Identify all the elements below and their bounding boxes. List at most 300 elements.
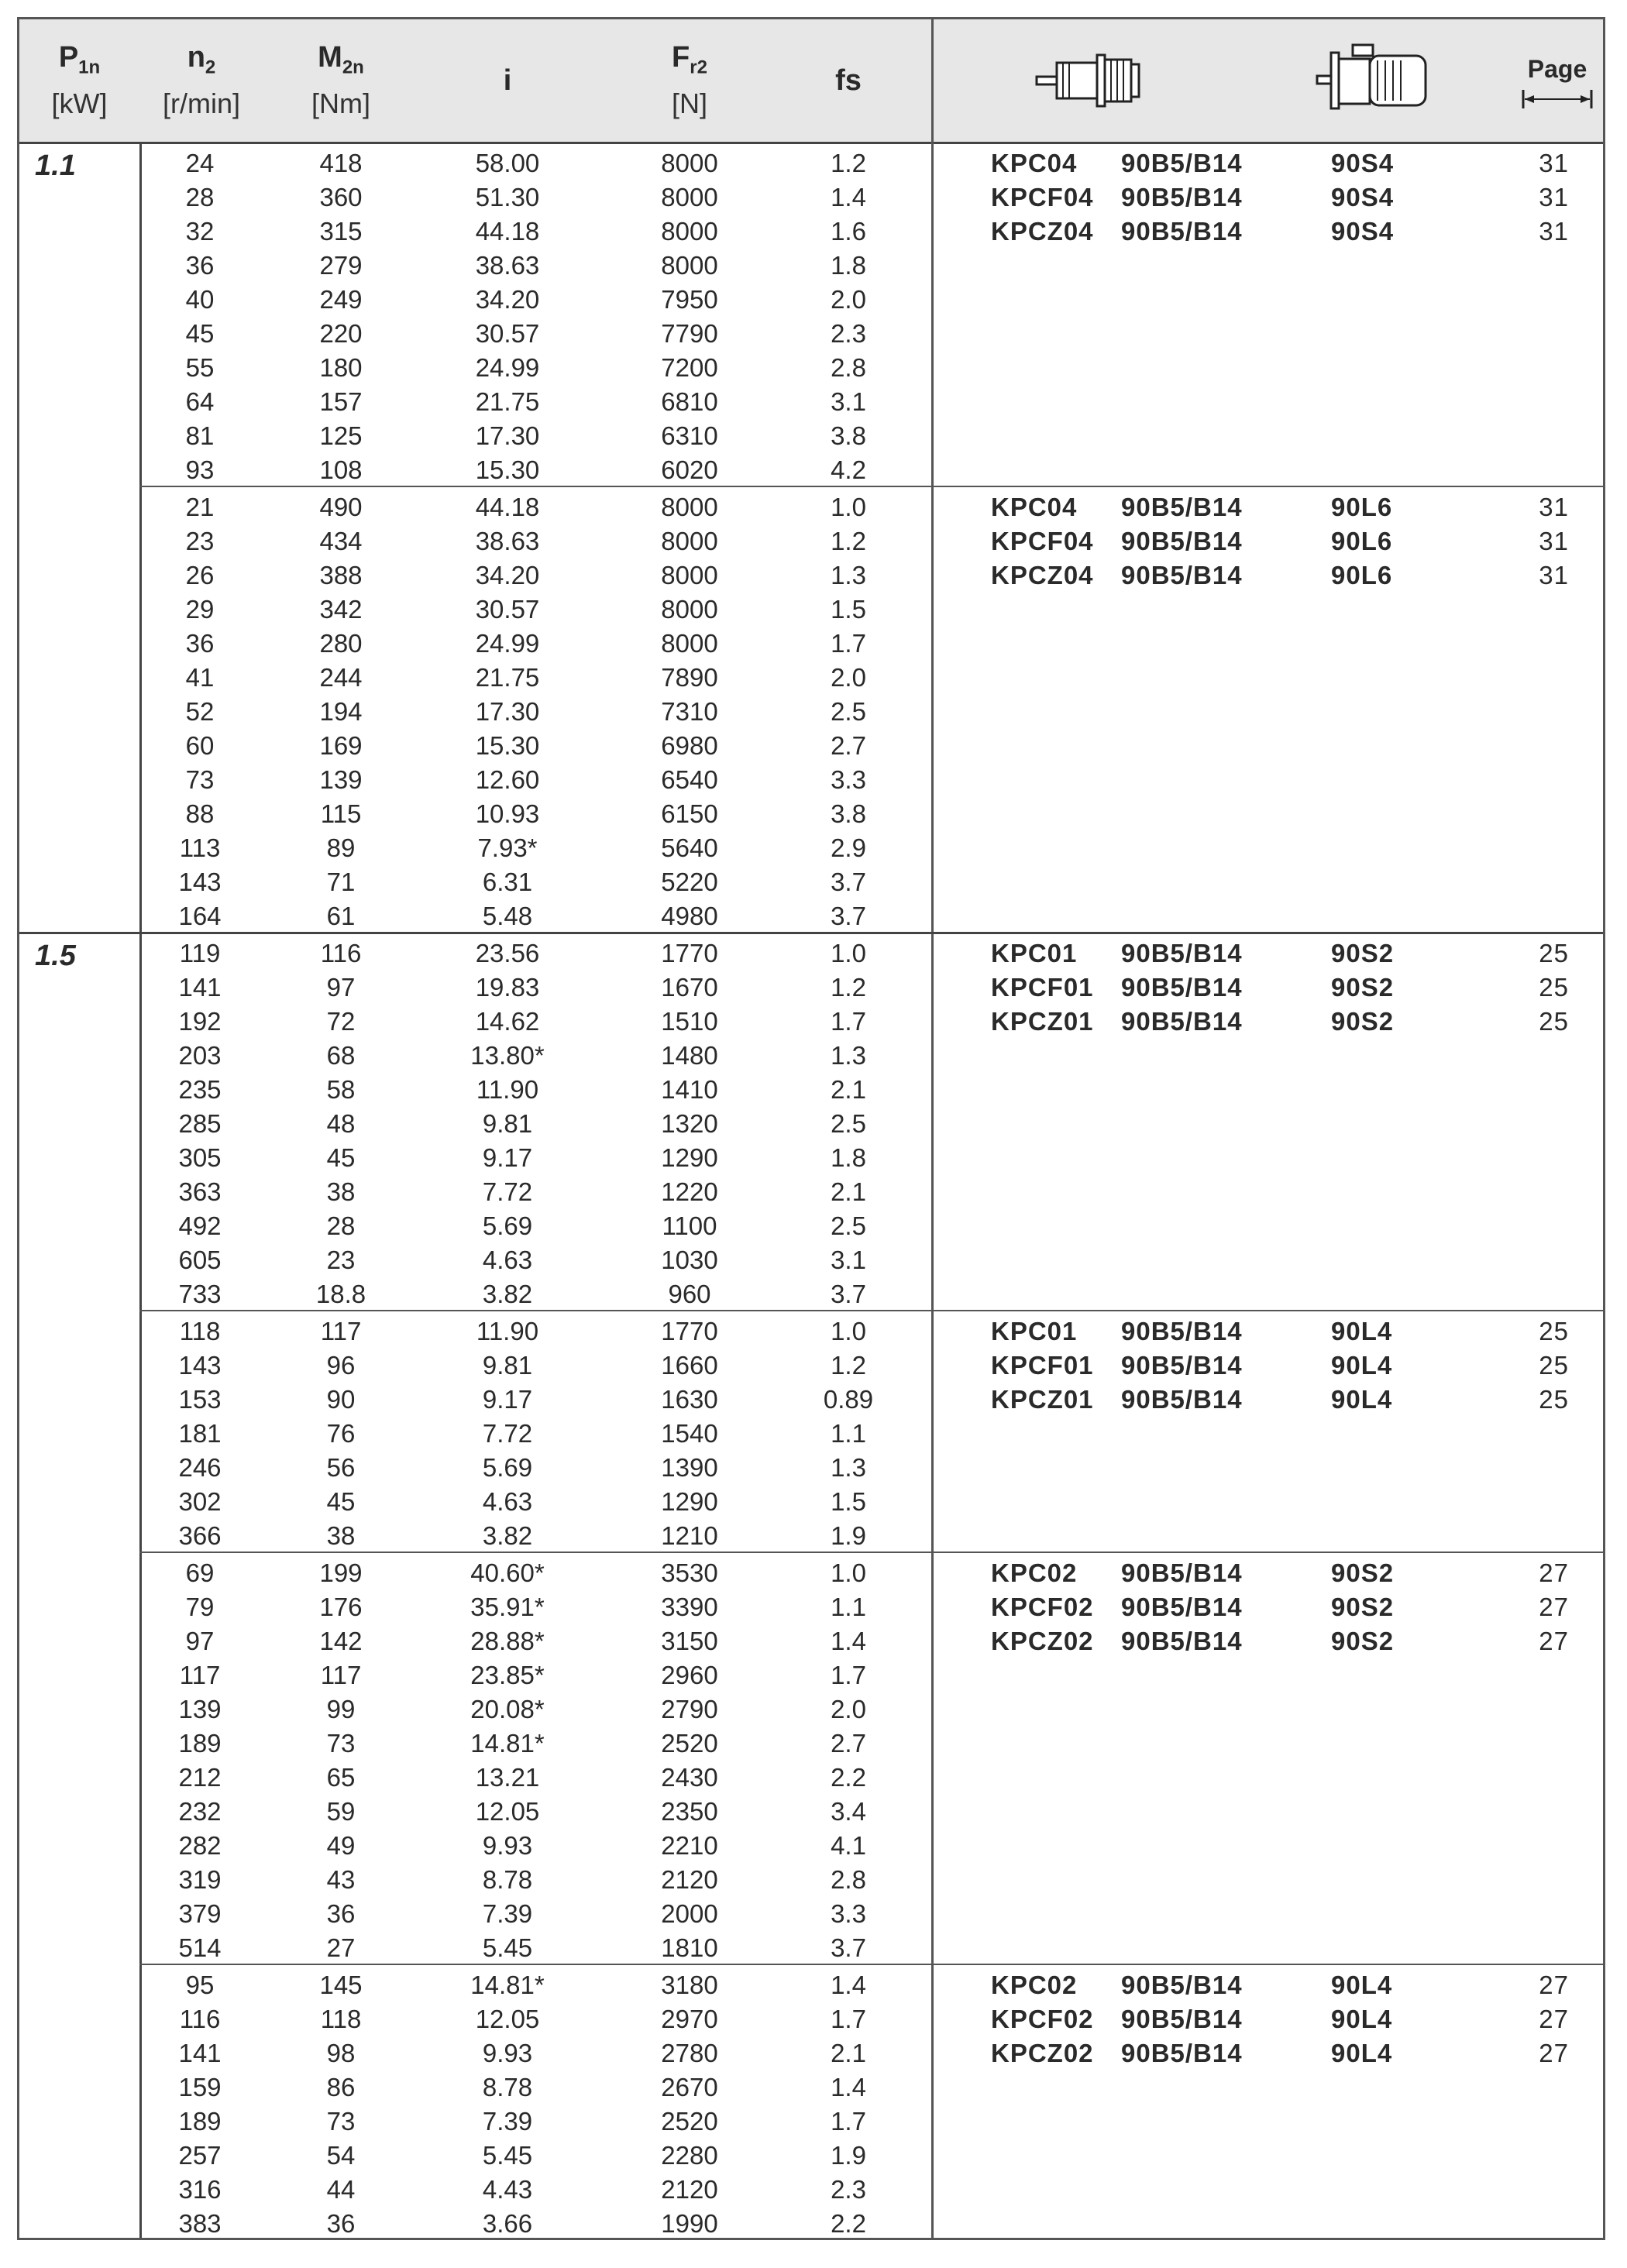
- output-torque-cell: 249: [319, 285, 363, 314]
- output-torque-cell: 280: [319, 629, 363, 658]
- output-speed-cell: 282: [178, 1831, 222, 1860]
- table-row: [19, 971, 1603, 1005]
- service-factor-cell: 1.7: [831, 2005, 866, 2033]
- torque-unit: [Nm]: [311, 87, 370, 119]
- ratio-cell: 3.66: [482, 2209, 533, 2238]
- radial-load-cell: 8000: [661, 217, 718, 246]
- flange-code: 90B5/B14: [1121, 2039, 1243, 2067]
- ratio-cell: 34.20: [475, 285, 540, 314]
- output-torque-cell: 59: [326, 1797, 356, 1826]
- output-speed-cell: 189: [178, 2107, 222, 2136]
- radial-load-cell: 3530: [661, 1558, 718, 1587]
- table-row: [19, 490, 1603, 524]
- table-row: [19, 524, 1603, 558]
- table-row: [19, 1968, 1603, 2002]
- table-row: [19, 1485, 1603, 1519]
- table-row: [19, 249, 1603, 283]
- ratio-cell: 30.57: [475, 595, 540, 624]
- ratio-cell: 58.00: [475, 149, 540, 177]
- radial-load-cell: 1630: [661, 1385, 718, 1414]
- output-torque-cell: 36: [326, 2209, 356, 2238]
- flange-code: 90B5/B14: [1121, 527, 1243, 555]
- power-symbol: P: [58, 41, 79, 74]
- radial-load-cell: 8000: [661, 251, 718, 280]
- service-factor-cell: 2.2: [831, 2209, 866, 2238]
- power-value: 1.5: [35, 940, 76, 972]
- ratio-cell: 17.30: [475, 697, 540, 726]
- model-code: KPCZ04: [991, 561, 1094, 589]
- radial-load-cell: 4980: [661, 902, 718, 930]
- ratio-cell: 30.57: [475, 319, 540, 348]
- output-speed-cell: 32: [185, 217, 215, 246]
- page-number: 27: [1539, 2039, 1569, 2067]
- service-factor-cell: 3.1: [831, 1246, 866, 1274]
- model-code: KPCF01: [991, 1351, 1094, 1380]
- radial-load-cell: 1810: [661, 1933, 718, 1962]
- selection-table: [17, 17, 1605, 2240]
- ratio-cell: 5.45: [482, 2141, 533, 2170]
- header-service-factor: [794, 19, 903, 142]
- radial-load-unit: [N]: [671, 87, 707, 119]
- flange-code: 90B5/B14: [1121, 1593, 1243, 1621]
- output-speed-cell: 605: [178, 1246, 222, 1274]
- flange-code: 90B5/B14: [1121, 1317, 1243, 1345]
- table-row: [19, 1727, 1603, 1761]
- radial-load-cell: 1510: [661, 1007, 718, 1036]
- output-torque-cell: 434: [319, 527, 363, 555]
- table-row: [19, 729, 1603, 763]
- service-factor-cell: 1.7: [831, 629, 866, 658]
- output-speed-cell: 235: [178, 1075, 222, 1104]
- ratio-cell: 4.63: [482, 1487, 533, 1516]
- radial-load-cell: 2790: [661, 1695, 718, 1723]
- service-factor-cell: 1.7: [831, 2107, 866, 2136]
- ratio-cell: 19.83: [475, 973, 540, 1002]
- service-factor-cell: 1.4: [831, 1627, 866, 1655]
- service-factor-cell: 1.4: [831, 183, 866, 211]
- radial-load-cell: 8000: [661, 561, 718, 589]
- table-row: [19, 1590, 1603, 1624]
- table-row: [19, 763, 1603, 797]
- table-row: [19, 593, 1603, 627]
- ratio-cell: 38.63: [475, 527, 540, 555]
- page-number: 25: [1539, 1351, 1569, 1380]
- header-output-torque: [291, 19, 391, 142]
- ratio-cell: 34.20: [475, 561, 540, 589]
- output-speed-cell: 73: [185, 765, 215, 794]
- motor-code: 90L4: [1331, 1351, 1393, 1380]
- ratio-cell: 38.63: [475, 251, 540, 280]
- table-row: [19, 283, 1603, 317]
- ratio-cell: 51.30: [475, 183, 540, 211]
- motor-code: 90S2: [1331, 1593, 1395, 1621]
- page-number: 31: [1539, 183, 1569, 211]
- output-torque-cell: 96: [326, 1351, 356, 1380]
- flange-code: 90B5/B14: [1121, 149, 1243, 177]
- service-factor-cell: 1.2: [831, 1351, 866, 1380]
- motor-code: 90L6: [1331, 527, 1393, 555]
- ratio-cell: 8.78: [482, 1865, 533, 1894]
- service-factor-cell: 1.6: [831, 217, 866, 246]
- service-factor-cell: 2.0: [831, 663, 866, 692]
- output-speed-cell: 189: [178, 1729, 222, 1758]
- output-torque-cell: 117: [320, 1317, 362, 1345]
- gearmotor-icon: [1298, 19, 1453, 142]
- output-speed-cell: 305: [178, 1143, 222, 1172]
- service-factor-cell: 1.2: [831, 527, 866, 555]
- ratio-cell: 14.81*: [470, 1971, 545, 1999]
- ratio-cell: 15.30: [475, 455, 540, 484]
- radial-load-cell: 5220: [661, 868, 718, 896]
- radial-load-cell: 2780: [661, 2039, 718, 2067]
- table-row: [19, 2173, 1603, 2207]
- service-factor-cell: 1.0: [831, 1317, 866, 1345]
- radial-load-cell: 1770: [661, 939, 718, 967]
- table-row: [19, 146, 1603, 180]
- motor-code: 90L6: [1331, 493, 1393, 521]
- model-code: KPCZ04: [991, 217, 1094, 246]
- service-factor-cell: 1.7: [831, 1007, 866, 1036]
- output-torque-cell: 315: [319, 217, 363, 246]
- service-factor-cell: 1.0: [831, 493, 866, 521]
- radial-load-cell: 7200: [661, 353, 718, 382]
- flange-code: 90B5/B14: [1121, 1385, 1243, 1414]
- radial-load-cell: 1410: [661, 1075, 718, 1104]
- radial-load-cell: 7950: [661, 285, 718, 314]
- header-page: [1515, 19, 1600, 142]
- flange-code: 90B5/B14: [1121, 493, 1243, 521]
- model-code: KPCF02: [991, 1593, 1094, 1621]
- table-row: [19, 2036, 1603, 2070]
- radial-load-cell: 6810: [661, 387, 718, 416]
- table-row: [19, 1073, 1603, 1107]
- output-speed-cell: 24: [185, 149, 215, 177]
- radial-load-cell: 2970: [661, 2005, 718, 2033]
- motor-code: 90S4: [1331, 149, 1395, 177]
- table-row: [19, 1314, 1603, 1349]
- page-number: 31: [1539, 217, 1569, 246]
- flange-code: 90B5/B14: [1121, 1351, 1243, 1380]
- radial-load-cell: 2430: [661, 1763, 718, 1792]
- output-torque-cell: 180: [319, 353, 363, 382]
- power-subscript: 1n: [78, 57, 101, 78]
- output-speed-cell: 116: [179, 2005, 221, 2033]
- output-speed-cell: 118: [179, 1317, 221, 1345]
- radial-load-cell: 1390: [661, 1453, 718, 1482]
- ratio-cell: 12.05: [475, 2005, 540, 2033]
- ratio-cell: 7.39: [482, 2107, 533, 2136]
- table-row: [19, 2139, 1603, 2173]
- radial-load-cell: 2960: [661, 1661, 718, 1689]
- output-torque-cell: 43: [326, 1865, 356, 1894]
- radial-load-cell: 3390: [661, 1593, 718, 1621]
- ratio-cell: 11.90: [476, 1075, 539, 1104]
- service-factor-cell: 2.9: [831, 833, 866, 862]
- output-speed-cell: 52: [185, 697, 215, 726]
- service-factor-cell: 1.3: [831, 1041, 866, 1070]
- output-speed-cell: 203: [178, 1041, 222, 1070]
- service-factor-cell: 2.1: [831, 1075, 866, 1104]
- output-torque-cell: 142: [319, 1627, 363, 1655]
- ratio-cell: 5.48: [482, 902, 533, 930]
- table-row: [19, 317, 1603, 351]
- output-speed-cell: 55: [185, 353, 215, 382]
- model-code: KPCZ02: [991, 2039, 1094, 2067]
- ratio-cell: 7.93*: [477, 833, 538, 862]
- service-factor-cell: 1.8: [831, 1143, 866, 1172]
- radial-load-cell: 1220: [661, 1177, 718, 1206]
- output-torque-cell: 125: [319, 421, 363, 450]
- output-speed-cell: 21: [185, 493, 215, 521]
- radial-load-cell: 1210: [661, 1521, 718, 1550]
- table-row: [19, 899, 1603, 933]
- radial-load-cell: 8000: [661, 527, 718, 555]
- table-row: [19, 1417, 1603, 1451]
- ratio-cell: 28.88*: [470, 1627, 545, 1655]
- radial-load-cell: 1670: [661, 973, 718, 1002]
- service-factor-cell: 3.7: [831, 1280, 866, 1308]
- flange-code: 90B5/B14: [1121, 183, 1243, 211]
- ratio-cell: 5.45: [482, 1933, 533, 1962]
- output-torque-cell: 194: [319, 697, 363, 726]
- radial-load-cell: 8000: [661, 493, 718, 521]
- service-factor-cell: 3.3: [831, 765, 866, 794]
- motor-code: 90L4: [1331, 1317, 1393, 1345]
- output-torque-cell: 45: [326, 1487, 356, 1516]
- output-torque-cell: 244: [319, 663, 363, 692]
- radial-load-cell: 2280: [661, 2141, 718, 2170]
- output-torque-cell: 56: [326, 1453, 356, 1482]
- table-row: [19, 1863, 1603, 1897]
- output-speed-cell: 64: [185, 387, 215, 416]
- table-row: [19, 351, 1603, 385]
- output-speed-cell: 141: [178, 973, 222, 1002]
- radial-load-cell: 6020: [661, 455, 718, 484]
- ratio-cell: 20.08*: [470, 1695, 545, 1723]
- model-code: KPCZ01: [991, 1385, 1094, 1414]
- motor-code: 90S2: [1331, 1007, 1395, 1036]
- table-row: [19, 1897, 1603, 1931]
- output-speed-cell: 212: [178, 1763, 222, 1792]
- output-speed-cell: 181: [178, 1419, 222, 1448]
- output-torque-cell: 418: [319, 149, 363, 177]
- ratio-cell: 7.72: [482, 1419, 533, 1448]
- table-row: [19, 2105, 1603, 2139]
- table-row: [19, 1039, 1603, 1073]
- service-factor-cell: 2.2: [831, 1763, 866, 1792]
- gear-reducer-icon: [1019, 19, 1158, 142]
- service-factor-cell: 1.8: [831, 251, 866, 280]
- page-number: 31: [1539, 149, 1569, 177]
- radial-load-cell: 1990: [661, 2209, 718, 2238]
- page-number: 27: [1539, 1971, 1569, 1999]
- ratio-cell: 4.43: [482, 2175, 533, 2204]
- speed-subscript: 2: [205, 57, 216, 78]
- page-number: 27: [1539, 2005, 1569, 2033]
- table-row: [19, 180, 1603, 215]
- ratio-cell: 9.17: [482, 1143, 533, 1172]
- output-speed-cell: 192: [178, 1007, 222, 1036]
- output-torque-cell: 18.8: [315, 1280, 366, 1308]
- table-row: [19, 1349, 1603, 1383]
- page-number: 27: [1539, 1558, 1569, 1587]
- output-speed-cell: 36: [185, 251, 215, 280]
- ratio-cell: 8.78: [482, 2073, 533, 2101]
- ratio-cell: 5.69: [482, 1453, 533, 1482]
- table-row: [19, 2207, 1603, 2241]
- radial-load-cell: 1660: [661, 1351, 718, 1380]
- header-power: [19, 19, 139, 142]
- ratio-cell: 10.93: [475, 799, 540, 828]
- table-row: [19, 1556, 1603, 1590]
- radial-load-cell: 1290: [661, 1143, 718, 1172]
- output-speed-cell: 141: [178, 2039, 222, 2067]
- radial-load-cell: 6310: [661, 421, 718, 450]
- ratio-cell: 7.39: [482, 1899, 533, 1928]
- output-speed-cell: 246: [178, 1453, 222, 1482]
- output-speed-cell: 113: [179, 833, 221, 862]
- flange-code: 90B5/B14: [1121, 561, 1243, 589]
- motor-code: 90L4: [1331, 2005, 1393, 2033]
- power-group-divider: [19, 932, 1603, 934]
- service-factor-cell: 1.5: [831, 1487, 866, 1516]
- radial-load-cell: 8000: [661, 629, 718, 658]
- output-speed-cell: 159: [178, 2073, 222, 2101]
- service-factor-cell: 1.0: [831, 1558, 866, 1587]
- output-speed-cell: 69: [185, 1558, 215, 1587]
- radial-load-subscript: r2: [690, 57, 707, 78]
- output-speed-cell: 232: [178, 1797, 222, 1826]
- table-row: [19, 385, 1603, 419]
- flange-code: 90B5/B14: [1121, 1627, 1243, 1655]
- ratio-cell: 7.72: [482, 1177, 533, 1206]
- output-speed-cell: 379: [178, 1899, 222, 1928]
- service-factor-cell: 2.0: [831, 1695, 866, 1723]
- output-torque-cell: 117: [320, 1661, 362, 1689]
- model-code: KPC04: [991, 149, 1078, 177]
- output-torque-cell: 72: [326, 1007, 356, 1036]
- service-factor-cell: 2.7: [831, 731, 866, 760]
- service-factor-cell: 1.2: [831, 149, 866, 177]
- output-torque-cell: 388: [319, 561, 363, 589]
- flange-code: 90B5/B14: [1121, 1971, 1243, 1999]
- radial-load-cell: 2120: [661, 1865, 718, 1894]
- page-number: 31: [1539, 561, 1569, 589]
- output-speed-cell: 143: [178, 1351, 222, 1380]
- ratio-cell: 23.85*: [470, 1661, 545, 1689]
- output-torque-cell: 176: [319, 1593, 363, 1621]
- service-factor-cell: 1.1: [831, 1419, 866, 1448]
- output-torque-cell: 199: [319, 1558, 363, 1587]
- radial-load-cell: 6540: [661, 765, 718, 794]
- output-torque-cell: 157: [319, 387, 363, 416]
- service-factor-cell: 2.5: [831, 1211, 866, 1240]
- table-row: [19, 1383, 1603, 1417]
- service-factor-cell: 3.8: [831, 421, 866, 450]
- output-torque-cell: 76: [326, 1419, 356, 1448]
- radial-load-cell: 6980: [661, 731, 718, 760]
- output-torque-cell: 490: [319, 493, 363, 521]
- model-code: KPCF04: [991, 183, 1094, 211]
- motor-code: 90L4: [1331, 1385, 1393, 1414]
- output-torque-cell: 49: [326, 1831, 356, 1860]
- motor-code: 90S2: [1331, 1558, 1395, 1587]
- output-speed-cell: 79: [185, 1593, 215, 1621]
- table-row: [19, 1829, 1603, 1863]
- output-torque-cell: 48: [326, 1109, 356, 1138]
- output-speed-cell: 93: [185, 455, 215, 484]
- flange-code: 90B5/B14: [1121, 939, 1243, 967]
- output-speed-cell: 81: [185, 421, 215, 450]
- service-factor-cell: 3.7: [831, 902, 866, 930]
- output-torque-cell: 38: [326, 1177, 356, 1206]
- ratio-cell: 11.90: [476, 1317, 539, 1345]
- ratio-symbol: i: [503, 64, 512, 97]
- radial-load-cell: 1030: [661, 1246, 718, 1274]
- output-speed-cell: 40: [185, 285, 215, 314]
- table-row: [19, 1107, 1603, 1141]
- service-factor-cell: 2.1: [831, 2039, 866, 2067]
- output-speed-cell: 41: [185, 663, 215, 692]
- speed-symbol: n: [187, 41, 205, 74]
- torque-symbol: M: [318, 41, 342, 74]
- service-factor-cell: 2.8: [831, 1865, 866, 1894]
- output-torque-cell: 58: [326, 1075, 356, 1104]
- service-factor-cell: 0.89: [823, 1385, 874, 1414]
- table-row: [19, 1141, 1603, 1175]
- ratio-cell: 9.17: [482, 1385, 533, 1414]
- output-torque-cell: 89: [326, 833, 356, 862]
- table-row: [19, 1931, 1603, 1965]
- table-row: [19, 453, 1603, 487]
- service-factor-cell: 1.2: [831, 973, 866, 1002]
- output-torque-cell: 65: [326, 1763, 356, 1792]
- output-speed-cell: 363: [178, 1177, 222, 1206]
- motor-code: 90S2: [1331, 973, 1395, 1002]
- radial-load-cell: 1320: [661, 1109, 718, 1138]
- output-speed-cell: 45: [185, 319, 215, 348]
- output-torque-cell: 169: [319, 731, 363, 760]
- output-speed-cell: 139: [178, 1695, 222, 1723]
- table-row: [19, 1658, 1603, 1692]
- output-torque-cell: 97: [326, 973, 356, 1002]
- table-row: [19, 695, 1603, 729]
- page-number: 25: [1539, 1317, 1569, 1345]
- ratio-cell: 14.81*: [470, 1729, 545, 1758]
- ratio-cell: 44.18: [475, 217, 540, 246]
- model-code: KPC02: [991, 1558, 1078, 1587]
- output-speed-cell: 319: [178, 1865, 222, 1894]
- output-speed-cell: 97: [185, 1627, 215, 1655]
- service-factor-cell: 1.3: [831, 1453, 866, 1482]
- output-torque-cell: 116: [320, 939, 362, 967]
- page-label: Page: [1527, 55, 1587, 83]
- page-number: 25: [1539, 973, 1569, 1002]
- torque-subscript: 2n: [342, 57, 364, 78]
- output-torque-cell: 23: [326, 1246, 356, 1274]
- table-row: [19, 1209, 1603, 1243]
- service-factor-cell: 1.5: [831, 595, 866, 624]
- ratio-cell: 9.81: [482, 1351, 533, 1380]
- ratio-cell: 3.82: [482, 1521, 533, 1550]
- output-torque-cell: 68: [326, 1041, 356, 1070]
- output-torque-cell: 44: [326, 2175, 356, 2204]
- page-number: 31: [1539, 527, 1569, 555]
- page-number: 25: [1539, 939, 1569, 967]
- table-row: [19, 215, 1603, 249]
- output-torque-cell: 71: [326, 868, 356, 896]
- radial-load-cell: 7310: [661, 697, 718, 726]
